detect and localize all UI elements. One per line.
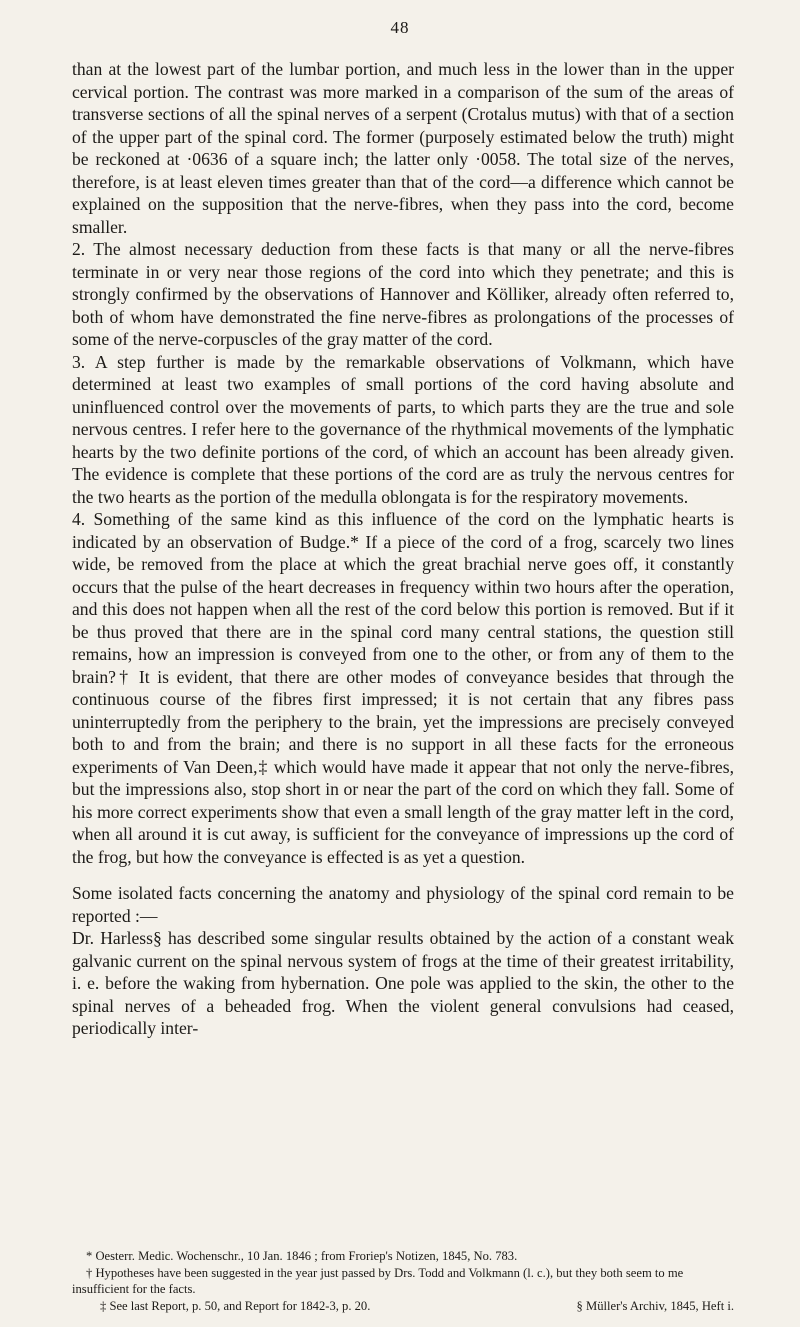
footnote-dagger: † Hypotheses have been suggested in the year just passed by Drs. Todd and Volkmann (l. c.), but they both seem to me insufficient for the facts. [72,1265,684,1296]
footnote-section: § Müller's Archiv, 1845, Heft i. [576,1298,734,1313]
footnote-double-dagger: ‡ See last Report, p. 50, and Report for 1842-3, p. 20. [100,1298,371,1313]
footnote-row [72,1298,734,1315]
footnotes [72,1248,734,1314]
paragraph-continuation: than at the lowest part of the lumbar portion, and much less in the lower than in the upper cervical portion. The contrast was more marked in a comparison of the sum of the areas of transverse sections of all the spinal nerves of a serpent (Crotalus mutus) with that of a section of the upper part of the spinal cord. The former (purposely estimated below the truth) might be reckoned at ·0636 of a square inch; the latter only ·0058. The total size of the nerves, therefore, is at least eleven times greater than that of the cord—a difference which cannot be explained on the supposition that the nerve-fibres, when they pass into the cord, become smaller. [72,59,734,237]
section-intro: Some isolated facts concerning the anatomy and physiology of the spinal cord remain to be reported :— [72,883,734,926]
body-text [72,58,734,1040]
page-number: 48 [390,18,410,37]
paragraph-3: 3. A step further is made by the remarkable observations of Volkmann, which have determined at least two examples of small portions of the cord having absolute and uninfluenced control over the movements of parts, to which parts they are the true and sole nervous centres. I refer here to the governance of the rhythmical movements of the lymphatic hearts by the two definite portions of the cord, of which an account has been already given. The evidence is complete that these portions of the cord are as truly the nervous centres for the two hearts as the portion of the medulla oblongata is for the respiratory movements. [72,351,734,507]
paragraph-harless: Dr. Harless§ has described some singular results obtained by the action of a constant weak galvanic current on the spinal nervous system of frogs at the time of their greatest irritability, i. e. before the waking from hybernation. One pole was applied to the skin, the other to the spinal nerves of a beheaded frog. When the violent general convulsions had ceased, periodically inter- [72,928,734,1038]
footnote-star: * Oesterr. Medic. Wochenschr., 10 Jan. 1846 ; from Froriep's Notizen, 1845, No. 783. [86,1249,518,1263]
paragraph-4: 4. Something of the same kind as this influence of the cord on the lymphatic hearts is indicated by an observation of Budge.* If a piece of the cord of a frog, scarcely two lines wide, be removed from the place at which the great brachial nerve goes off, it constantly occurs that the pulse of the heart decreases in frequency within two hours after the operation, and this does not happen when all the rest of the cord below this portion is removed. But if it be thus proved that there are in the spinal cord many central stations, the question still remains, how an impression is conveyed from one to the other, or from any of them to the brain?† It is evident, that there are other modes of conveyance besides that through the continuous course of the fibres first impressed; it is not certain that any fibres pass uninterruptedly from the periphery to the brain, yet the impressions are precisely conveyed both to and from the brain; and there is no support in all these facts for the erroneous experiments of Van Deen,‡ which would have made it appear that not only the nerve-fibres, but the impressions also, stop short in or near the part of the cord on which they fall. Some of his more correct experiments show that even a small length of the gray matter left in the cord, when all around it is cut away, is sufficient for the conveyance of impressions up the cord of the frog, but how the conveyance is effected is as yet a question. [72,509,734,867]
paragraph-2: 2. The almost necessary deduction from these facts is that many or all the nerve-fibres terminate in or very near those regions of the cord into which they penetrate; and this is strongly confirmed by the observations of Hannover and Kölliker, already often referred to, both of whom have demonstrated the fine nerve-fibres as prolongations of the processes of some of the nerve-corpuscles of the gray matter of the cord. [72,239,734,349]
